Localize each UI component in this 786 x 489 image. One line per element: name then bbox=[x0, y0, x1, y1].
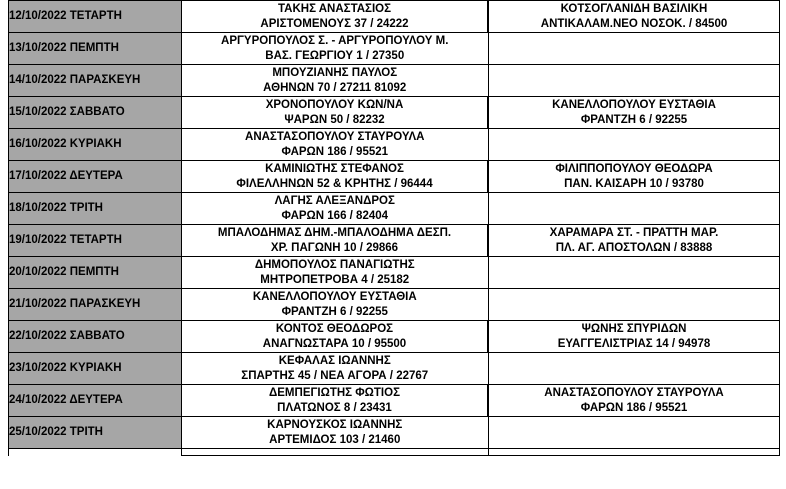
secondary-pharmacy bbox=[488, 417, 780, 449]
duty-schedule-table bbox=[8, 0, 780, 456]
secondary-pharmacy bbox=[488, 193, 780, 225]
duty-row bbox=[9, 1, 780, 33]
pharmacy-name: ΜΠΟΥΖΙΑΝΗΣ ΠΑΥΛΟΣ bbox=[272, 66, 398, 79]
secondary-pharmacy bbox=[488, 161, 780, 193]
duty-date: 14/10/2022 ΠΑΡΑΣΚΕΥΗ bbox=[9, 65, 182, 97]
pharmacy-name: ΑΝΑΣΤΑΣΟΠΟΥΛΟΥ ΣΤΑΥΡΟΥΛΑ bbox=[245, 130, 425, 143]
primary-pharmacy bbox=[182, 193, 489, 225]
duty-row bbox=[9, 353, 780, 385]
duty-rows bbox=[9, 1, 780, 456]
duty-row bbox=[9, 417, 780, 449]
secondary-pharmacy bbox=[488, 97, 780, 129]
duty-date: 13/10/2022 ΠΕΜΠΤΗ bbox=[9, 33, 182, 65]
pharmacy-address: ΦΑΡΩΝ 166 / 82404 bbox=[281, 209, 389, 222]
pharmacy-address: ΕΥΑΓΓΕΛΙΣΤΡΙΑΣ 14 / 94978 bbox=[557, 337, 711, 350]
duty-date: 22/10/2022 ΣΑΒΒΑΤΟ bbox=[9, 321, 182, 353]
duty-row bbox=[9, 33, 780, 65]
primary-pharmacy bbox=[182, 385, 489, 417]
secondary-pharmacy bbox=[488, 257, 780, 289]
duty-date: 15/10/2022 ΣΑΒΒΑΤΟ bbox=[9, 97, 182, 129]
pharmacy-address: ΜΗΤΡΟΠΕΤΡΟΒΑ 4 / 25182 bbox=[260, 273, 410, 286]
pharmacy-address: ΠΛΑΤΩΝΟΣ 8 / 23431 bbox=[277, 401, 392, 414]
pharmacy-address: ΦΑΡΩΝ 186 / 95521 bbox=[580, 401, 688, 414]
pharmacy-address: ΑΡΙΣΤΟΜΕΝΟΥΣ 37 / 24222 bbox=[260, 17, 409, 30]
secondary-pharmacy bbox=[488, 385, 780, 417]
secondary-pharmacy bbox=[488, 65, 780, 97]
secondary-pharmacy bbox=[488, 33, 780, 65]
primary-pharmacy bbox=[182, 417, 489, 449]
pharmacy-name: ΧΡΟΝΟΠΟΥΛΟΥ ΚΩΝ/ΝΑ bbox=[265, 98, 404, 111]
pharmacy-name: ΚΑΝΕΛΛΟΠΟΥΛΟΥ ΕΥΣΤΑΘΙΑ bbox=[552, 98, 716, 111]
primary-pharmacy bbox=[182, 65, 489, 97]
duty-date: 24/10/2022 ΔΕΥΤΕΡΑ bbox=[9, 385, 182, 417]
pharmacy-name: ΧΑΡΑΜΑΡΑ ΣΤ. - ΠΡΑΤΤΗ ΜΑΡ. bbox=[549, 226, 719, 239]
pharmacy-address: ΧΡ. ΠΑΓΩΝΗ 10 / 29866 bbox=[270, 241, 399, 254]
primary-pharmacy bbox=[182, 97, 489, 129]
pharmacy-address: ΦΡΑΝΤΖΗ 6 / 92255 bbox=[580, 113, 688, 126]
pharmacy-address: ΑΝΑΓΝΩΣΤΑΡΑ 10 / 95500 bbox=[262, 337, 407, 350]
pharmacy-address: ΑΡΤΕΜΙΔΟΣ 103 / 21460 bbox=[269, 433, 401, 446]
duty-date: 23/10/2022 ΚΥΡΙΑΚΗ bbox=[9, 353, 182, 385]
secondary-pharmacy bbox=[488, 289, 780, 321]
primary-pharmacy bbox=[182, 289, 489, 321]
pharmacy-name: ΚΕΦΑΛΑΣ ΙΩΑΝΝΗΣ bbox=[278, 354, 391, 367]
duty-date: 16/10/2022 ΚΥΡΙΑΚΗ bbox=[9, 129, 182, 161]
pharmacy-address: ΑΝΤΙΚΑΛΑΜ.ΝΕΟ ΝΟΣΟΚ. / 84500 bbox=[540, 17, 728, 30]
duty-date: 18/10/2022 ΤΡΙΤΗ bbox=[9, 193, 182, 225]
duty-row bbox=[9, 193, 780, 225]
secondary-pharmacy bbox=[488, 129, 780, 161]
cut-off-cell bbox=[9, 449, 182, 456]
pharmacy-name: ΜΠΑΛΟΔΗΜΑΣ ΔΗΜ.-ΜΠΑΛΟΔΗΜΑ ΔΕΣΠ. bbox=[217, 226, 452, 239]
pharmacy-address: ΑΘΗΝΩΝ 70 / 27211 81092 bbox=[263, 81, 407, 94]
cut-off-row bbox=[9, 449, 780, 456]
secondary-pharmacy bbox=[488, 225, 780, 257]
pharmacy-name: ΑΡΓΥΡΟΠΟΥΛΟΣ Σ. - ΑΡΓΥΡΟΠΟΥΛΟΥ Μ. bbox=[221, 34, 449, 47]
duty-row bbox=[9, 129, 780, 161]
primary-pharmacy bbox=[182, 353, 489, 385]
primary-pharmacy bbox=[182, 257, 489, 289]
duty-row bbox=[9, 97, 780, 129]
duty-date: 20/10/2022 ΠΕΜΠΤΗ bbox=[9, 257, 182, 289]
duty-date: 17/10/2022 ΔΕΥΤΕΡΑ bbox=[9, 161, 182, 193]
primary-pharmacy bbox=[182, 225, 489, 257]
duty-date: 12/10/2022 ΤΕΤΑΡΤΗ bbox=[9, 1, 182, 33]
pharmacy-address: ΠΑΝ. ΚΑΙΣΑΡΗ 10 / 93780 bbox=[564, 177, 704, 190]
cut-off-cell bbox=[182, 449, 489, 456]
pharmacy-address: ΦΡΑΝΤΖΗ 6 / 92255 bbox=[281, 305, 388, 318]
primary-pharmacy bbox=[182, 1, 489, 33]
pharmacy-name: ΛΑΓΗΣ ΑΛΕΞΑΝΔΡΟΣ bbox=[274, 194, 395, 207]
duty-row bbox=[9, 161, 780, 193]
pharmacy-address: ΦΙΛΕΛΛΗΝΩΝ 52 & ΚΡΗΤΗΣ / 96444 bbox=[236, 177, 433, 190]
secondary-pharmacy bbox=[488, 321, 780, 353]
duty-row bbox=[9, 65, 780, 97]
duty-row bbox=[9, 289, 780, 321]
primary-pharmacy bbox=[182, 129, 489, 161]
pharmacy-name: ΑΝΑΣΤΑΣΟΠΟΥΛΟΥ ΣΤΑΥΡΟΥΛΑ bbox=[544, 386, 724, 399]
pharmacy-address: ΠΛ. ΑΓ. ΑΠΟΣΤΟΛΩΝ / 83888 bbox=[555, 241, 713, 254]
duty-row bbox=[9, 321, 780, 353]
pharmacy-name: ΚΟΤΣΟΓΛΑΝΙΔΗ ΒΑΣΙΛΙΚΗ bbox=[560, 2, 708, 15]
primary-pharmacy bbox=[182, 161, 489, 193]
pharmacy-name: ΚΑΡΝΟΥΣΚΟΣ ΙΩΑΝΝΗΣ bbox=[267, 418, 403, 431]
secondary-pharmacy bbox=[488, 353, 780, 385]
pharmacy-name: ΤΑΚΗΣ ΑΝΑΣΤΑΣΙΟΣ bbox=[278, 2, 391, 15]
cut-off-cell bbox=[488, 449, 780, 456]
pharmacy-address: ΣΠΑΡΤΗΣ 45 / ΝΕΑ ΑΓΟΡΑ / 22767 bbox=[241, 369, 429, 382]
primary-pharmacy bbox=[182, 321, 489, 353]
pharmacy-name: ΔΗΜΟΠΟΥΛΟΣ ΠΑΝΑΓΙΩΤΗΣ bbox=[254, 258, 415, 271]
pharmacy-name: ΚΑΝΕΛΛΟΠΟΥΛΟΥ ΕΥΣΤΑΘΙΑ bbox=[252, 290, 417, 303]
duty-date: 21/10/2022 ΠΑΡΑΣΚΕΥΗ bbox=[9, 289, 182, 321]
pharmacy-address: ΨΑΡΩΝ 50 / 82232 bbox=[284, 113, 385, 126]
pharmacy-name: ΦΙΛΙΠΠΟΠΟΥΛΟΥ ΘΕΟΔΩΡΑ bbox=[555, 162, 713, 175]
pharmacy-name: ΚΑΜΙΝΙΩΤΗΣ ΣΤΕΦΑΝΟΣ bbox=[265, 162, 404, 175]
duty-row bbox=[9, 385, 780, 417]
duty-row bbox=[9, 225, 780, 257]
pharmacy-name: ΔΕΜΠΕΓΙΩΤΗΣ ΦΩΤΙΟΣ bbox=[269, 386, 400, 399]
pharmacy-name: ΚΟΝΤΟΣ ΘΕΟΔΩΡΟΣ bbox=[275, 322, 394, 335]
pharmacy-name: ΨΩΝΗΣ ΣΠΥΡΙΔΩΝ bbox=[581, 322, 687, 335]
secondary-pharmacy bbox=[488, 1, 780, 33]
pharmacy-address: ΦΑΡΩΝ 186 / 95521 bbox=[281, 145, 389, 158]
primary-pharmacy bbox=[182, 33, 489, 65]
duty-date: 19/10/2022 ΤΕΤΑΡΤΗ bbox=[9, 225, 182, 257]
duty-date: 25/10/2022 ΤΡΙΤΗ bbox=[9, 417, 182, 449]
duty-row bbox=[9, 257, 780, 289]
pharmacy-address: ΒΑΣ. ΓΕΩΡΓΙΟΥ 1 / 27350 bbox=[265, 49, 405, 62]
